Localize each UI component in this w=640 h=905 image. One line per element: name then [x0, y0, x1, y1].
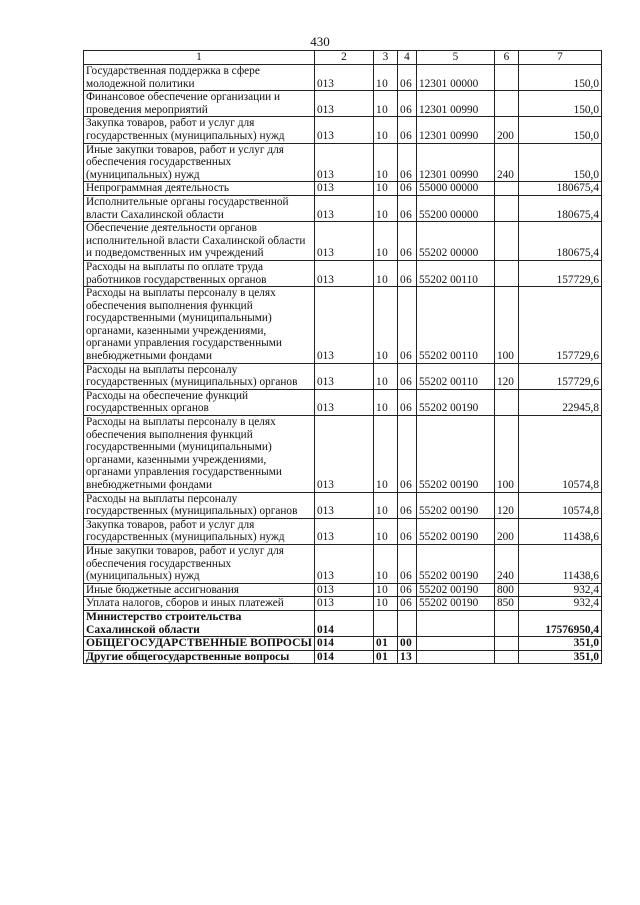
row-name-cell: Иные закупки товаров, работ и услуг для обеспечения государственных (муниципальных) нужд [84, 544, 315, 583]
row-section-cell: 10 [374, 91, 398, 117]
budget-table [83, 50, 602, 664]
row-amount-cell: 180675,4 [519, 182, 602, 196]
row-section-cell: 10 [374, 544, 398, 583]
row-name-cell: Расходы на выплаты персоналу в целях обеспечения выполнения функций государственными (муниципальными) органами, казенными учреждениями, органами управления государственными внебюджетными фондами [84, 416, 315, 493]
row-section-cell: 10 [374, 583, 398, 597]
row-code-cell: 013 [315, 544, 374, 583]
row-subsection-cell: 06 [398, 492, 417, 518]
row-section-cell: 10 [374, 117, 398, 143]
column-header: 3 [374, 51, 398, 65]
row-amount-cell: 150,0 [519, 91, 602, 117]
table-row [84, 416, 602, 493]
row-amount-cell: 11438,6 [519, 518, 602, 544]
row-section-cell: 10 [374, 222, 398, 261]
column-header: 2 [315, 51, 374, 65]
row-type-cell: 100 [495, 287, 519, 364]
row-type-cell [495, 91, 519, 117]
row-subsection-cell: 06 [398, 583, 417, 597]
row-amount-cell: 180675,4 [519, 222, 602, 261]
row-subsection-cell: 13 [398, 650, 417, 664]
row-name-cell: Финансовое обеспечение организации и проведения мероприятий [84, 91, 315, 117]
row-name-cell: Расходы на обеспечение функций государственных органов [84, 389, 315, 415]
row-type-cell [495, 65, 519, 91]
row-code-cell: 013 [315, 597, 374, 611]
row-type-cell [495, 260, 519, 286]
row-subsection-cell: 06 [398, 287, 417, 364]
row-code-cell: 013 [315, 416, 374, 493]
row-type-cell: 120 [495, 492, 519, 518]
row-amount-cell: 22945,8 [519, 389, 602, 415]
row-name-cell: ОБЩЕГОСУДАРСТВЕННЫЕ ВОПРОСЫ [84, 637, 315, 651]
row-target-cell: 12301 00000 [417, 65, 495, 91]
row-amount-cell: 10574,8 [519, 416, 602, 493]
row-target-cell: 55202 00190 [417, 518, 495, 544]
row-name-cell: Непрограммная деятельность [84, 182, 315, 196]
row-section-cell: 10 [374, 389, 398, 415]
row-section-cell: 10 [374, 518, 398, 544]
row-target-cell: 55202 00110 [417, 287, 495, 364]
row-type-cell: 120 [495, 363, 519, 389]
row-type-cell: 100 [495, 416, 519, 493]
row-amount-cell: 157729,6 [519, 363, 602, 389]
row-subsection-cell: 06 [398, 182, 417, 196]
row-type-cell [495, 389, 519, 415]
row-target-cell [417, 650, 495, 664]
row-name-cell: Закупка товаров, работ и услуг для государственных (муниципальных) нужд [84, 117, 315, 143]
row-type-cell: 800 [495, 583, 519, 597]
row-subsection-cell: 00 [398, 637, 417, 651]
row-subsection-cell: 06 [398, 117, 417, 143]
row-code-cell: 013 [315, 389, 374, 415]
row-amount-cell: 180675,4 [519, 195, 602, 221]
row-code-cell: 013 [315, 195, 374, 221]
row-name-cell: Уплата налогов, сборов и иных платежей [84, 597, 315, 611]
row-subsection-cell: 06 [398, 389, 417, 415]
row-code-cell: 013 [315, 260, 374, 286]
row-name-cell: Исполнительные органы государственной власти Сахалинской области [84, 195, 315, 221]
row-amount-cell: 150,0 [519, 143, 602, 182]
row-section-cell: 10 [374, 597, 398, 611]
table-row [84, 195, 602, 221]
row-subsection-cell: 06 [398, 544, 417, 583]
table-row [84, 637, 602, 651]
row-subsection-cell: 06 [398, 65, 417, 91]
row-target-cell: 55202 00110 [417, 363, 495, 389]
row-code-cell: 014 [315, 610, 374, 636]
table-row [84, 260, 602, 286]
row-section-cell: 10 [374, 143, 398, 182]
row-amount-cell: 932,4 [519, 597, 602, 611]
row-type-cell [495, 222, 519, 261]
row-code-cell: 013 [315, 287, 374, 364]
row-code-cell: 014 [315, 650, 374, 664]
row-name-cell: Иные закупки товаров, работ и услуг для обеспечения государственных (муниципальных) нужд [84, 143, 315, 182]
table-row [84, 597, 602, 611]
row-code-cell: 013 [315, 363, 374, 389]
column-header: 1 [84, 51, 315, 65]
row-code-cell: 013 [315, 91, 374, 117]
row-name-cell: Закупка товаров, работ и услуг для государственных (муниципальных) нужд [84, 518, 315, 544]
row-target-cell [417, 610, 495, 636]
row-target-cell: 55202 00110 [417, 260, 495, 286]
row-type-cell: 200 [495, 117, 519, 143]
row-subsection-cell: 06 [398, 597, 417, 611]
row-type-cell: 240 [495, 143, 519, 182]
row-section-cell: 10 [374, 363, 398, 389]
row-target-cell: 12301 00990 [417, 143, 495, 182]
row-code-cell: 013 [315, 182, 374, 196]
column-header: 6 [495, 51, 519, 65]
row-type-cell [495, 650, 519, 664]
row-code-cell: 013 [315, 143, 374, 182]
row-subsection-cell: 06 [398, 143, 417, 182]
row-code-cell: 013 [315, 492, 374, 518]
row-section-cell: 01 [374, 650, 398, 664]
row-amount-cell: 10574,8 [519, 492, 602, 518]
row-name-cell: Министерство строительства Сахалинской области [84, 610, 315, 636]
row-section-cell [374, 610, 398, 636]
row-name-cell: Государственная поддержка в сфере молодежной политики [84, 65, 315, 91]
row-subsection-cell: 06 [398, 91, 417, 117]
row-target-cell: 55200 00000 [417, 195, 495, 221]
table-row [84, 222, 602, 261]
table-row [84, 363, 602, 389]
row-name-cell: Обеспечение деятельности органов исполнительной власти Сахалинской области и подведомственных им учреждений [84, 222, 315, 261]
row-name-cell: Другие общегосударственные вопросы [84, 650, 315, 664]
row-section-cell: 10 [374, 287, 398, 364]
table-row [84, 287, 602, 364]
table-row [84, 117, 602, 143]
column-header: 7 [519, 51, 602, 65]
table-row [84, 610, 602, 636]
row-subsection-cell: 06 [398, 416, 417, 493]
row-type-cell [495, 637, 519, 651]
row-amount-cell: 351,0 [519, 637, 602, 651]
row-name-cell: Расходы на выплаты по оплате труда работников государственных органов [84, 260, 315, 286]
row-code-cell: 013 [315, 518, 374, 544]
row-type-cell: 200 [495, 518, 519, 544]
row-amount-cell: 932,4 [519, 583, 602, 597]
row-code-cell: 013 [315, 65, 374, 91]
row-amount-cell: 157729,6 [519, 287, 602, 364]
row-amount-cell: 11438,6 [519, 544, 602, 583]
row-type-cell: 850 [495, 597, 519, 611]
row-name-cell: Расходы на выплаты персоналу государственных (муниципальных) органов [84, 363, 315, 389]
row-amount-cell: 150,0 [519, 65, 602, 91]
row-subsection-cell: 06 [398, 260, 417, 286]
table-row [84, 91, 602, 117]
row-code-cell: 013 [315, 117, 374, 143]
row-target-cell: 55202 00190 [417, 492, 495, 518]
row-target-cell: 55202 00190 [417, 389, 495, 415]
row-section-cell: 10 [374, 182, 398, 196]
table-row [84, 544, 602, 583]
row-code-cell: 013 [315, 583, 374, 597]
row-amount-cell: 17576950,4 [519, 610, 602, 636]
table-row [84, 492, 602, 518]
row-section-cell: 10 [374, 65, 398, 91]
row-amount-cell: 157729,6 [519, 260, 602, 286]
table-row [84, 389, 602, 415]
table-header-row [84, 51, 602, 65]
row-type-cell: 240 [495, 544, 519, 583]
row-target-cell: 12301 00990 [417, 117, 495, 143]
row-amount-cell: 351,0 [519, 650, 602, 664]
row-target-cell: 12301 00990 [417, 91, 495, 117]
table-row [84, 65, 602, 91]
row-name-cell: Иные бюджетные ассигнования [84, 583, 315, 597]
row-section-cell: 10 [374, 195, 398, 221]
row-section-cell: 10 [374, 260, 398, 286]
row-target-cell: 55202 00190 [417, 416, 495, 493]
row-section-cell: 10 [374, 492, 398, 518]
column-header: 5 [417, 51, 495, 65]
row-amount-cell: 150,0 [519, 117, 602, 143]
row-code-cell: 014 [315, 637, 374, 651]
table-row [84, 518, 602, 544]
row-target-cell: 55000 00000 [417, 182, 495, 196]
row-type-cell [495, 610, 519, 636]
row-subsection-cell: 06 [398, 222, 417, 261]
row-type-cell [495, 182, 519, 196]
row-section-cell: 01 [374, 637, 398, 651]
row-subsection-cell [398, 610, 417, 636]
row-target-cell: 55202 00000 [417, 222, 495, 261]
page-number: 430 [310, 34, 330, 49]
row-name-cell: Расходы на выплаты персоналу государственных (муниципальных) органов [84, 492, 315, 518]
row-subsection-cell: 06 [398, 518, 417, 544]
row-name-cell: Расходы на выплаты персоналу в целях обеспечения выполнения функций государственными (муниципальными) органами, казенными учреждениями, органами управления государственными внебюджетными фондами [84, 287, 315, 364]
row-subsection-cell: 06 [398, 195, 417, 221]
table-row [84, 143, 602, 182]
table-row [84, 182, 602, 196]
row-type-cell [495, 195, 519, 221]
table-row [84, 650, 602, 664]
table-row [84, 583, 602, 597]
row-code-cell: 013 [315, 222, 374, 261]
column-header: 4 [398, 51, 417, 65]
row-target-cell [417, 637, 495, 651]
row-target-cell: 55202 00190 [417, 544, 495, 583]
row-target-cell: 55202 00190 [417, 583, 495, 597]
row-target-cell: 55202 00190 [417, 597, 495, 611]
row-section-cell: 10 [374, 416, 398, 493]
row-subsection-cell: 06 [398, 363, 417, 389]
